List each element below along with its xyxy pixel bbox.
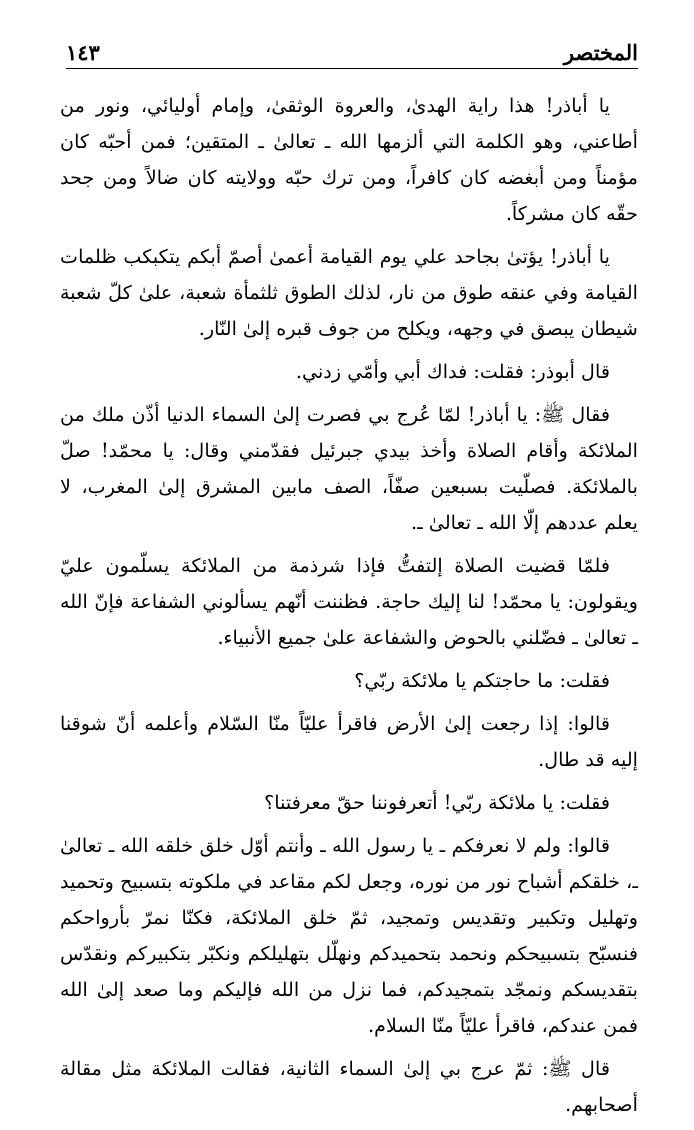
paragraph-4: فقال ﷺ: يا أباذر! لمّا عُرج بي فصرت إلىٰ السماء الدنيا أذّن ملك من الملائكة وأقام الصلاة وأخذ بيدي جبرئيل فقدّمني وقال: يا محمّد! صلّ بالملائكة. فصلّيت بسبعين صفّاً، الصف مابين المشرق إلىٰ المغرب، لا يعلم عددهم إلّا الله ـ تعالىٰ ـ. xyxy=(60,403,638,534)
paragraph-3: قال أبوذر: فقلت: فداك أبي وأمّي زدني. xyxy=(295,360,610,383)
paragraph-1: يا أباذر! هذا راية الهدىٰ، والعروة الوثقىٰ، وإمام أوليائي، ونور من أطاعني، وهو الكلمة التي ألزمها الله ـ تعالىٰ ـ المتقين؛ فمن أحبّه كان مؤمناً ومن أبغضه كان كافراً، ومن ترك حبّه وولايته كان ضالاً ومن جحد حقّه كان مشركاً. xyxy=(60,94,638,225)
body-text xyxy=(60,88,638,1130)
paragraph-5: فلمّا قضيت الصلاة إلتفتُّ فإذا شرذمة من الملائكة يسلّمون عليّ ويقولون: يا محمّد! لنا إليك حاجة. فظننت أنّهم يسألوني الشفاعة فإنّ الله ـ تعالىٰ ـ فضّلني بالحوض والشفاعة علىٰ جميع الأنبياء. xyxy=(60,554,638,649)
running-title: المختصر xyxy=(563,40,638,65)
paragraph-6: فقلت: ما حاجتكم يا ملائكة ربّي؟ xyxy=(354,669,610,692)
paragraph-7: قالوا: إذا رجعت إلىٰ الأرض فاقرأ عليّاً منّا السّلام وأعلمه أنّ شوقنا إليه قد طال. xyxy=(60,712,638,771)
page-number: ١٤٣ xyxy=(66,40,100,65)
paragraph-9: قالوا: ولم لا نعرفكم ـ يا رسول الله ـ وأنتم أوّل خلق خلقه الله ـ تعالىٰ ـ، خلقكم أشباح نور من نوره، وجعل لكم مقاعد في ملكوته بتسبيح وتحميد وتهليل وتكبير وتقديس وتمجيد، ثمّ خلق الملائكة، فكنّا نمرّ بأرواحكم فنسبّح بتسبيحكم ونحمد بتحميدكم ونهلّل بتهليلكم ونكبّر بتكبيركم ونقدّس بتقديسكم ونمجّد بتمجيدكم، فما نزل من الله فإليكم وما صعد إلىٰ الله فمن عندكم، فاقرأ عليّاً منّا السلام. xyxy=(60,834,638,1037)
paragraph-8: فقلت: يا ملائكة ربّي! أتعرفوننا حقّ معرفتنا؟ xyxy=(264,791,610,814)
paragraph-2: يا أباذر! يؤتىٰ بجاحد علي يوم القيامة أعمىٰ أصمّ أبكم يتكبكب ظلمات القيامة وفي عنقه طوق من نار، لذلك الطوق ثلثمأة شعبة، علىٰ كلّ شعبة شيطان يبصق في وجهه، ويكلح من جوف قبره إلىٰ النّار. xyxy=(60,245,638,340)
paragraph-10: قال ﷺ: ثمّ عرج بي إلىٰ السماء الثانية، فقالت الملائكة مثل مقالة أصحابهم. xyxy=(60,1057,638,1116)
page-header xyxy=(66,36,638,69)
